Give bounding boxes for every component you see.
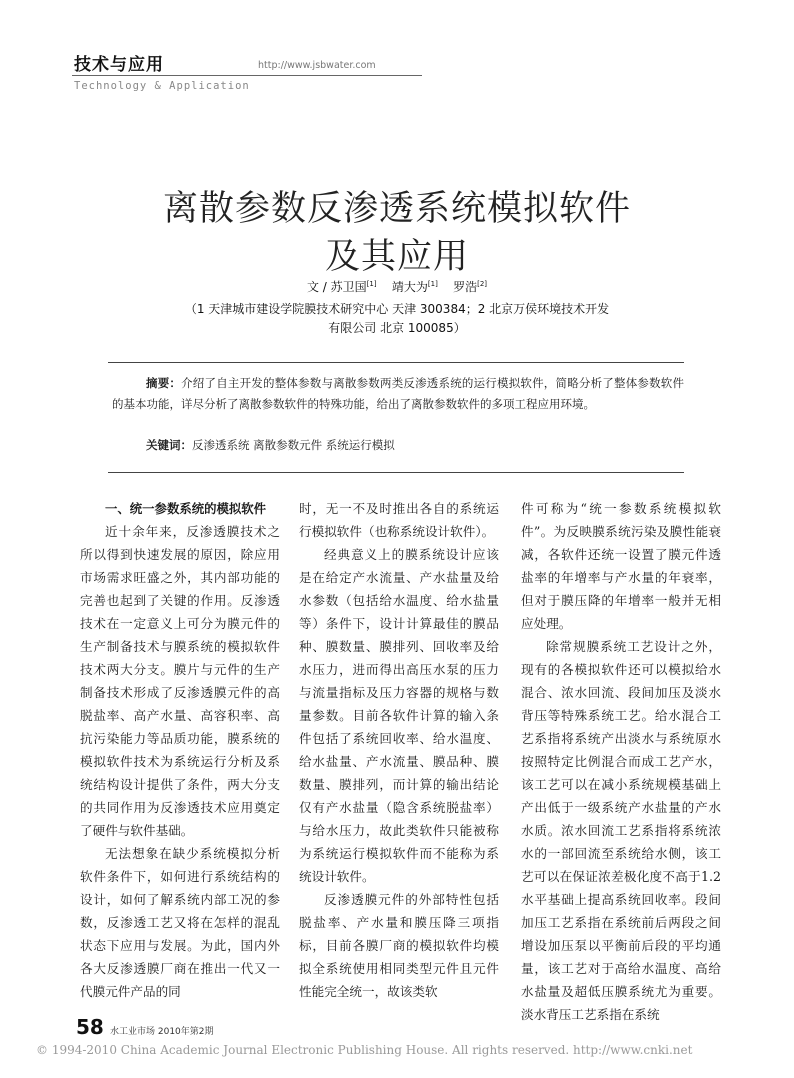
affiliation-line2: 有限公司 北京 100085） [328, 321, 466, 335]
author-line [0, 278, 794, 295]
abstract-text: 介绍了自主开发的整体参数与离散参数两类反渗透系统的运行模拟软件，简略分析了整体参数软件的基本功能，详尽分析了离散参数软件的特殊功能，给出了离散参数软件的多项工程应用环境。 [112, 376, 685, 411]
author-name: 罗浩 [453, 280, 478, 294]
paragraph: 近十余年来，反渗透膜技术之所以得到快速发展的原因，除应用市场需求旺盛之外，其内部功能的完善也起到了关键的作用。反渗透技术在一定意义上可分为膜元件的生产制备技术与膜系统的模拟软件技术两大分支。膜片与元件的生产制备技术形成了反渗透膜元件的高脱盐率、高产水量、高容积率、高抗污染能力等品质功能，膜系统的模拟软件技术为系统运行分析及系统结构设计提供了条件，两大分支的共同作用为反渗透技术应用奠定了硬件与软件基础。 [80, 524, 280, 838]
page-number: 58 [76, 1015, 104, 1039]
section-heading: 一、统一参数系统的模拟软件 [105, 501, 267, 516]
journal-url: http://www.jsbwater.com [258, 60, 376, 71]
paragraph: 件可称为“统一参数系统模拟软件”。为反映膜系统污染及膜性能衰减，各软件还统一设置了膜元件透盐率的年增率与产水量的年衰率，但对于膜压降的年增率一般并无相应处理。 [521, 501, 721, 631]
author-name: 靖大为 [391, 280, 428, 294]
header-divider [72, 75, 422, 76]
body-column-3 [521, 497, 721, 1026]
author-ref: [2] [477, 280, 488, 288]
paragraph: 反渗透膜元件的外部特性包括脱盐率、产水量和膜压降三项指标，目前各膜厂商的模拟软件均模拟全系统使用相同类型元件且元件性能完全统一，故该类软 [299, 892, 499, 999]
abstract-label: 摘要： [146, 376, 182, 390]
article-title-line1: 离散参数反渗透系统模拟软件 [162, 189, 631, 230]
keywords-text: 反渗透系统 离散参数元件 系统运行模拟 [192, 438, 395, 452]
body-column-1 [80, 497, 280, 1003]
author-ref: [1] [366, 280, 377, 288]
affiliation-line1: （1 天津城市建设学院膜技术研究中心 天津 300384；2 北京万侯环境技术开发 [184, 302, 610, 316]
paragraph: 时，无一不及时推出各自的系统运行模拟软件（也称系统设计软件）。 [299, 501, 499, 539]
footer-journal: 水工业市场 2010年第2期 [110, 1027, 214, 1037]
authors-prefix: 文 / [306, 280, 331, 294]
article-title-line2: 及其应用 [324, 237, 469, 278]
paragraph: 无法想象在缺少系统模拟分析软件条件下，如何进行系统结构的设计，如何了解系统内部工况的参数，反渗透工艺又将在怎样的混乱状态下应用与发展。为此，国内外各大反渗透膜厂商在推出一代又一代膜元件产品的同 [80, 846, 280, 999]
section-title: 技术与应用 [74, 55, 164, 75]
abstract [112, 373, 684, 415]
section-subtitle: Technology & Application [74, 80, 250, 92]
author-ref: [1] [427, 280, 438, 288]
abstract-bottom-rule [108, 472, 684, 473]
paragraph: 经典意义上的膜系统设计应该是在给定产水流量、产水盐量及给水参数（包括给水温度、给水盐量等）条件下，设计计算最佳的膜品种、膜数量、膜排列、回收率及给水压力，进而得出高压水泵的压力与流量指标及压力容器的规格与数量参数。目前各软件计算的输入条件包括了系统回收率、给水温度、给水盐量、产水流量、膜品种、膜数量、膜排列，而计算的输出结论仅有产水盐量（隐含系统脱盐率）与给水压力，故此类软件只能被称为系统运行模拟软件而不能称为系统设计软件。 [299, 547, 499, 884]
author-name: 苏卫国 [330, 280, 367, 294]
copyright-notice: © 1994-2010 China Academic Journal Electronic Publishing House. All rights reserved. http://www.cnki.net [36, 1043, 693, 1057]
paragraph: 除常规膜系统工艺设计之外，现有的各模拟软件还可以模拟给水混合、浓水回流、段间加压及淡水背压等特殊系统工艺。给水混合工艺系指将系统产出淡水与系统原水按照特定比例混合而成工艺产水，该工艺可以在减小系统规模基础上产出低于一级系统产水盐量的产水水质。浓水回流工艺系指将系统浓水的一部回流至系统给水侧，该工艺可以在保证浓差极化度不高于1.2水平基础上提高系统回收率。段间加压工艺系指在系统前后两段之间增设加压泵以平衡前后段的平均通量，该工艺对于高给水温度、高给水盐量及超低压膜系统尤为重要。淡水背压工艺系指在系统 [521, 639, 721, 1022]
keywords [146, 437, 395, 453]
body-column-2 [299, 497, 499, 1003]
abstract-top-rule [108, 362, 684, 363]
keywords-label: 关键词： [146, 438, 192, 452]
